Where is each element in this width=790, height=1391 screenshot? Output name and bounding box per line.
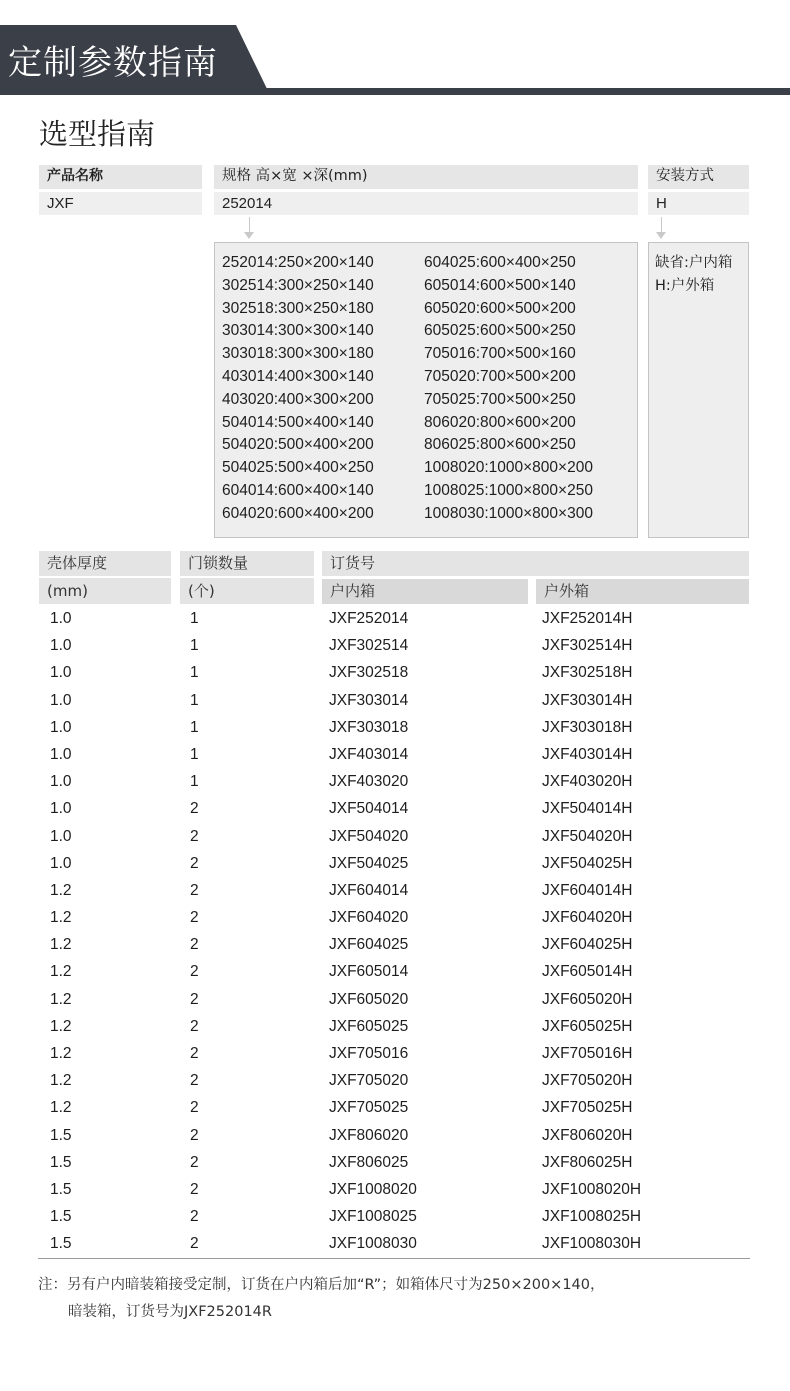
cell-locks: 2	[190, 1126, 199, 1144]
spec-item: 403020:400×300×200	[222, 390, 374, 408]
spec-item: 705025:700×500×250	[424, 390, 576, 408]
cell-outdoor-order: JXF604020H	[542, 909, 633, 927]
cell-indoor-order: JXF1008030	[329, 1235, 417, 1253]
page-header	[0, 25, 790, 95]
cell-indoor-order: JXF302518	[329, 664, 409, 682]
install-option: H:户外箱	[655, 277, 715, 294]
cell-outdoor-order: JXF303014H	[542, 691, 633, 709]
table-row	[50, 1042, 750, 1069]
th-indoor: 户内箱	[322, 579, 528, 604]
cell-outdoor-order: JXF605020H	[542, 990, 633, 1008]
cell-outdoor-order: JXF705016H	[542, 1045, 633, 1062]
cell-outdoor-order: JXF252014H	[542, 610, 633, 627]
cell-outdoor-order: JXF1008030H	[542, 1235, 642, 1253]
cell-indoor-order: JXF504025	[329, 854, 409, 872]
cell-locks: 2	[190, 1017, 199, 1035]
table-row	[50, 716, 750, 743]
cell-locks: 2	[190, 909, 199, 927]
spec-item: 303014:300×300×140	[222, 322, 374, 340]
table-row	[50, 1178, 750, 1205]
product-name-value: JXF	[39, 192, 202, 215]
table-row	[50, 661, 750, 688]
cell-thickness: 1.2	[50, 936, 72, 954]
cell-thickness: 1.0	[50, 800, 72, 818]
cell-outdoor-order: JXF604014H	[542, 881, 633, 899]
table-row	[50, 689, 750, 716]
cell-indoor-order: JXF705025	[329, 1099, 409, 1117]
cell-indoor-order: JXF604020	[329, 909, 409, 927]
install-arrow-line	[661, 217, 662, 233]
install-label: 安装方式	[648, 165, 749, 189]
product-name-label: 产品名称	[39, 165, 202, 189]
spec-item: 806020:800×600×200	[424, 413, 576, 431]
cell-outdoor-order: JXF302514H	[542, 637, 633, 655]
cell-locks: 2	[190, 1099, 199, 1117]
cell-locks: 1	[190, 664, 199, 682]
cell-indoor-order: JXF504014	[329, 800, 409, 818]
install-options-box	[648, 242, 749, 538]
cell-outdoor-order: JXF303018H	[542, 718, 633, 736]
cell-indoor-order: JXF604025	[329, 936, 409, 954]
cell-thickness: 1.2	[50, 1017, 72, 1035]
spec-item: 806025:800×600×250	[424, 436, 576, 454]
spec-item: 705020:700×500×200	[424, 367, 576, 385]
cell-thickness: 1.0	[50, 827, 72, 845]
table-row	[50, 1069, 750, 1096]
cell-thickness: 1.5	[50, 1180, 72, 1198]
table-row	[50, 1151, 750, 1178]
cell-outdoor-order: JXF1008025H	[542, 1208, 642, 1226]
spec-label: 规格 高×宽 ×深(mm)	[214, 165, 638, 189]
spec-item: 504025:500×400×250	[222, 459, 374, 477]
order-table-body	[50, 607, 750, 1260]
cell-indoor-order: JXF303014	[329, 691, 409, 709]
cell-thickness: 1.2	[50, 881, 72, 899]
cell-thickness: 1.5	[50, 1153, 72, 1171]
cell-thickness: 1.5	[50, 1126, 72, 1144]
cell-thickness: 1.0	[50, 745, 72, 763]
spec-item: 604014:600×400×140	[222, 481, 374, 499]
cell-locks: 2	[190, 1208, 199, 1226]
note-line-2: 暗装箱，订货号为JXF252014R	[68, 1304, 272, 1320]
table-row	[50, 852, 750, 879]
cell-outdoor-order: JXF806020H	[542, 1126, 633, 1144]
table-bottom-rule	[38, 1258, 750, 1259]
cell-locks: 1	[190, 691, 199, 709]
th-thickness: 壳体厚度	[39, 551, 171, 576]
cell-indoor-order: JXF403020	[329, 773, 409, 791]
spec-list-left	[222, 252, 374, 526]
cell-outdoor-order: JXF403014H	[542, 745, 633, 763]
spec-item: 302518:300×250×180	[222, 299, 374, 317]
spec-item: 504020:500×400×200	[222, 436, 374, 454]
cell-outdoor-order: JXF302518H	[542, 664, 633, 682]
cell-thickness: 1.0	[50, 610, 72, 627]
cell-locks: 2	[190, 963, 199, 981]
table-row	[50, 879, 750, 906]
cell-outdoor-order: JXF604025H	[542, 936, 633, 954]
cell-thickness: 1.2	[50, 963, 72, 981]
cell-thickness: 1.2	[50, 1072, 72, 1090]
cell-thickness: 1.0	[50, 691, 72, 709]
th-outdoor: 户外箱	[536, 579, 749, 604]
cell-outdoor-order: JXF504014H	[542, 800, 633, 818]
cell-indoor-order: JXF705016	[329, 1045, 409, 1062]
spec-item: 604020:600×400×200	[222, 504, 374, 522]
table-row	[50, 743, 750, 770]
cell-indoor-order: JXF604014	[329, 881, 409, 899]
cell-thickness: 1.0	[50, 773, 72, 791]
spec-item: 605020:600×500×200	[424, 299, 576, 317]
spec-item: 604025:600×400×250	[424, 254, 576, 271]
th-locks: 门锁数量	[180, 551, 314, 576]
spec-item: 1008020:1000×800×200	[424, 459, 593, 477]
cell-locks: 2	[190, 881, 199, 899]
table-row	[50, 1124, 750, 1151]
cell-outdoor-order: JXF504020H	[542, 827, 633, 845]
cell-locks: 2	[190, 1072, 199, 1090]
cell-outdoor-order: JXF403020H	[542, 773, 633, 791]
section-title: 选型指南	[39, 117, 156, 151]
install-arrow-head	[656, 232, 666, 239]
cell-outdoor-order: JXF605025H	[542, 1017, 633, 1035]
cell-locks: 1	[190, 610, 199, 627]
spec-item: 1008025:1000×800×250	[424, 481, 593, 499]
cell-thickness: 1.2	[50, 909, 72, 927]
cell-locks: 2	[190, 827, 199, 845]
cell-thickness: 1.2	[50, 1099, 72, 1117]
spec-item: 705016:700×500×160	[424, 345, 576, 363]
cell-locks: 2	[190, 1180, 199, 1198]
cell-outdoor-order: JXF1008020H	[542, 1180, 642, 1198]
cell-outdoor-order: JXF504025H	[542, 854, 633, 872]
cell-indoor-order: JXF403014	[329, 745, 409, 763]
cell-indoor-order: JXF806025	[329, 1153, 409, 1171]
spec-item: 1008030:1000×800×300	[424, 504, 593, 522]
table-row	[50, 1096, 750, 1123]
table-row	[50, 933, 750, 960]
spec-list-right	[424, 252, 593, 526]
spec-item: 605025:600×500×250	[424, 322, 576, 340]
cell-outdoor-order: JXF605014H	[542, 963, 633, 981]
spec-list-box	[214, 242, 638, 538]
install-options-list	[655, 252, 732, 298]
cell-thickness: 1.2	[50, 990, 72, 1008]
install-option: 缺省:户内箱	[655, 255, 733, 271]
cell-locks: 2	[190, 1153, 199, 1171]
note-line-1: 注：另有户内暗装箱接受定制，订货在户内箱后加“R”；如箱体尺寸为250×200×140，	[38, 1277, 605, 1293]
cell-locks: 1	[190, 718, 199, 736]
table-row	[50, 1232, 750, 1259]
cell-thickness: 1.0	[50, 637, 72, 655]
table-row	[50, 1015, 750, 1042]
cell-indoor-order: JXF806020	[329, 1126, 409, 1144]
th-thickness-unit: (mm)	[39, 578, 171, 604]
cell-thickness: 1.5	[50, 1208, 72, 1226]
table-row	[50, 1205, 750, 1232]
th-locks-unit: (个)	[180, 578, 314, 604]
cell-locks: 1	[190, 745, 199, 763]
table-row	[50, 634, 750, 661]
spec-item: 302514:300×250×140	[222, 276, 374, 294]
cell-locks: 2	[190, 800, 199, 818]
table-row	[50, 770, 750, 797]
spec-item: 605014:600×500×140	[424, 276, 576, 294]
cell-locks: 1	[190, 773, 199, 791]
spec-item: 504014:500×400×140	[222, 413, 374, 431]
cell-indoor-order: JXF252014	[329, 610, 409, 627]
cell-indoor-order: JXF605020	[329, 990, 409, 1008]
cell-outdoor-order: JXF806025H	[542, 1153, 633, 1171]
spec-value: 252014	[214, 192, 638, 215]
cell-indoor-order: JXF302514	[329, 637, 409, 655]
cell-locks: 2	[190, 936, 199, 954]
spec-arrow-line	[249, 217, 250, 233]
table-row	[50, 960, 750, 987]
page-title: 定制参数指南	[8, 43, 218, 83]
spec-arrow-head	[244, 232, 254, 239]
th-order-no: 订货号	[322, 551, 749, 576]
cell-outdoor-order: JXF705020H	[542, 1072, 633, 1090]
table-row	[50, 988, 750, 1015]
table-row	[50, 906, 750, 933]
cell-thickness: 1.0	[50, 854, 72, 872]
cell-indoor-order: JXF1008025	[329, 1208, 417, 1226]
cell-indoor-order: JXF605014	[329, 963, 409, 981]
cell-locks: 2	[190, 1045, 199, 1062]
cell-outdoor-order: JXF705025H	[542, 1099, 633, 1117]
spec-item: 403014:400×300×140	[222, 367, 374, 385]
install-value: H	[648, 192, 749, 215]
cell-locks: 2	[190, 990, 199, 1008]
cell-indoor-order: JXF705020	[329, 1072, 409, 1090]
table-row	[50, 797, 750, 824]
cell-indoor-order: JXF303018	[329, 718, 409, 736]
spec-item: 303018:300×300×180	[222, 345, 374, 363]
cell-thickness: 1.5	[50, 1235, 72, 1253]
table-row	[50, 607, 750, 634]
cell-thickness: 1.0	[50, 664, 72, 682]
cell-thickness: 1.0	[50, 718, 72, 736]
cell-locks: 1	[190, 637, 199, 655]
cell-indoor-order: JXF605025	[329, 1017, 409, 1035]
cell-indoor-order: JXF504020	[329, 827, 409, 845]
spec-item: 252014:250×200×140	[222, 254, 374, 271]
cell-thickness: 1.2	[50, 1045, 72, 1062]
cell-indoor-order: JXF1008020	[329, 1180, 417, 1198]
cell-locks: 2	[190, 854, 199, 872]
table-row	[50, 825, 750, 852]
cell-locks: 2	[190, 1235, 199, 1253]
